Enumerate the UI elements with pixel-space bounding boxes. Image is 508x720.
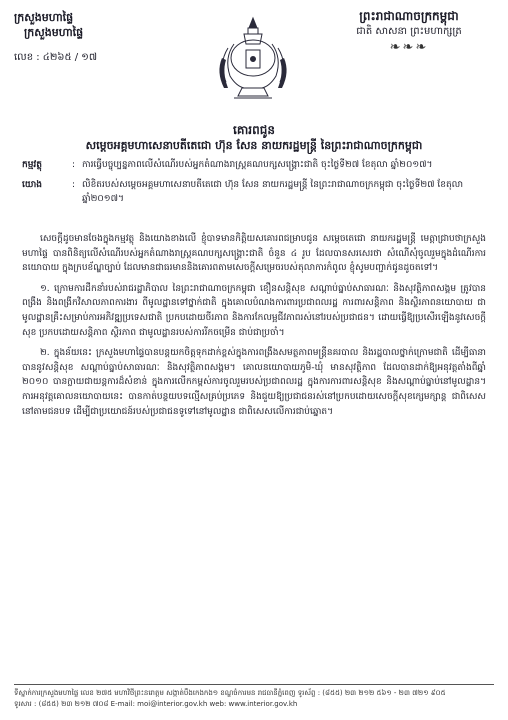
body-paragraph-2: ២. ក្នុងន័យនេះ ក្រសួងមហាផ្ទៃបានបន្តយកចិត្តទុកដាក់ខ្ពស់ក្នុងការពង្រឹងសមត្ថភាពមន្ត្រីនគរបាល និងរដ្ឋបាលថ្នាក់ក្រោមជាតិ ដើម្បីធានាបាននូវសន្តិសុខ សណ្ដាប់ធ្នាប់សាធារណៈ និងសុវត្ថិភាពសង្គម។ គោលនយោបាយភូមិ-ឃុំ មានសុវត្ថិភាព ដែលបានដាក់ឱ្យអនុវត្តតាំងពីឆ្នាំ ២០១០ បានក្លាយជាយន្តការដ៏សំខាន់ ក្នុងការលើកកម្ពស់ការចូលរួមរបស់ប្រជាពលរដ្ឋ ក្នុងការការពារសន្តិសុខ និងសណ្ដាប់ធ្នាប់នៅមូលដ្ឋាន។ ការអនុវត្តគោលនយោបាយនេះ បានកាត់បន្ថយបទល្មើសគ្រប់ប្រភេទ និងជួយឱ្យប្រជាជនរស់នៅប្រកបដោយសេចក្ដីសុខក្សេមក្សាន្ត ជាពិសេសនៅតាមជនបទ ដើម្បីជាប្រយោជន៍របស់ប្រជាជនទូទៅនៅមូលដ្ឋាន ជាពិសេសលើការជាប់ឆ្នោត។ (22, 348, 486, 417)
reference-number: លេខ : ៤២៦៥ / ១៧ (14, 52, 98, 63)
letter-body (22, 232, 486, 425)
reference-label: យោង (22, 180, 42, 190)
kingdom-name: ព្រះរាជាណាចក្រកម្ពុជា (359, 9, 459, 23)
ministry-name-line1: ក្រសួងមហាផ្ទៃ (14, 11, 74, 24)
letter-footer (14, 684, 494, 710)
body-paragraph-1: ១. ក្រោមការដឹកនាំរបស់រាជរដ្ឋាភិបាល នៃព្រះរាជាណាចក្រកម្ពុជា ខឿនសន្តិសុខ សណ្ដាប់ធ្នាប់សាធារណៈ និងសុវត្ថិភាពសង្គម ត្រូវបានពង្រឹង និងពង្រីកវិសាលភាពការងារ ពីមូលដ្ឋានទៅថ្នាក់ជាតិ ក្នុងគោលបំណងការពារប្រជាពលរដ្ឋ ការពារសន្តិភាព និងស្ថិរភាពនយោបាយ ជាមូលដ្ឋានគ្រឹះសម្រាប់ការអភិវឌ្ឍប្រទេសជាតិ ប្រកបដោយចីរភាព និងការកែលម្អជីវភាពរស់នៅរបស់ប្រជាជន។ ដោយធ្វើឱ្យប្រសើរឡើងនូវសេចក្ដីសុខ ប្រកបដោយសន្តិភាព ស្ថិរភាព ជាមូលដ្ឋានរបស់ការរីកចម្រើន ជាប់ជាប្រចាំ។ (22, 283, 486, 338)
subject-row: កម្មវត្ថុ : ការធ្វើបច្ចុប្បន្នភាពលើសំណើរបស់អ្នកតំណាងរាស្ត្រគណបក្សសង្គ្រោះជាតិ ចុះថ្ងៃទី២៧ ខែតុលា ឆ្នាំ២០១៧។ (22, 158, 482, 172)
national-motto: ជាតិ សាសនា ព្រះមហាក្សត្រ (356, 26, 462, 37)
reference-text: លិខិតរបស់សម្ដេចអគ្គមហាសេនាបតីតេជោ ហ៊ុន សែន នាយករដ្ឋមន្ត្រី នៃព្រះរាជាណាចក្រកម្ពុជា ចុះថ្ងៃទី២៧ ខែតុលា ឆ្នាំ២០១៧។ (82, 180, 464, 204)
footer-contact: ទូរសារ : (៨៥៥) ២៣ ២១២ ៧០៨ E-mail: moi@interior.gov.kh web: www.interior.gov.kh (14, 700, 298, 708)
ministry-name-line2: ក្រសួងមហាផ្ទៃ (24, 26, 84, 39)
addressee: សម្ដេចអគ្គមហាសេនាបតីតេជោ ហ៊ុន សែន នាយករដ្ឋមន្ត្រី នៃព្រះរាជាណាចក្រកម្ពុជា (85, 139, 423, 152)
royal-emblem-icon (214, 14, 292, 100)
ornament-divider: ❧❧❧ (389, 40, 429, 55)
body-paragraph-intro: សេចក្ដីដូចមានចែងក្នុងកម្មវត្ថុ និងយោងខាងលើ ខ្ញុំបាទមានកិត្តិយសគោរពជម្រាបជូន សម្ដេចតេជោ នាយករដ្ឋមន្ត្រី មេត្តាជ្រាបថាក្រសួងមហាផ្ទៃ បានពិនិត្យលើសំណើរបស់អ្នកតំណាងរាស្ត្រគណបក្សសង្គ្រោះជាតិ ចំនួន ៤ រូប ដែលបានសរសេរថា សំណើសុំចូលរួមក្នុងដំណើរការនយោបាយ ក្នុងក្របខ័ណ្ឌច្បាប់ ដែលមានជាធរមាននិងគោរពតាមសេចក្ដីសម្រេចរបស់តុលាការកំពូល ខ្ញុំសូមបញ្ជាក់ជូនដូចតទៅ។ (22, 234, 486, 274)
ministry-header (14, 10, 174, 65)
salutation: គោរពជូន (233, 123, 275, 137)
footer-address: ទីស្នាក់ការក្រសួងមហាផ្ទៃ លេខ ២៧៥ មហាវិថីព្រះនរោត្តម សង្កាត់បឹងកេងកង១ ខណ្ឌចំការមន រាជធានីភ្នំពេញ ទូរស័ព្ទ : (៨៥៥) ២៣ ២១២ ៥៦១ - ២៣ ៧២១ ៩០៥ (14, 689, 446, 697)
letter-meta (22, 158, 482, 212)
reference-row: យោង : លិខិតរបស់សម្ដេចអគ្គមហាសេនាបតីតេជោ ហ៊ុន សែន នាយករដ្ឋមន្ត្រី នៃព្រះរាជាណាចក្រកម្ពុជា ចុះថ្ងៃទី២៧ ខែតុលា ឆ្នាំ២០១៧។ (22, 178, 482, 206)
letter-title (0, 122, 508, 154)
subject-label: កម្មវត្ថុ (22, 160, 42, 170)
kingdom-header (324, 8, 494, 56)
subject-text: ការធ្វើបច្ចុប្បន្នភាពលើសំណើរបស់អ្នកតំណាងរាស្ត្រគណបក្សសង្គ្រោះជាតិ ចុះថ្ងៃទី២៧ ខែតុលា ឆ្នាំ២០១៧។ (82, 160, 433, 170)
